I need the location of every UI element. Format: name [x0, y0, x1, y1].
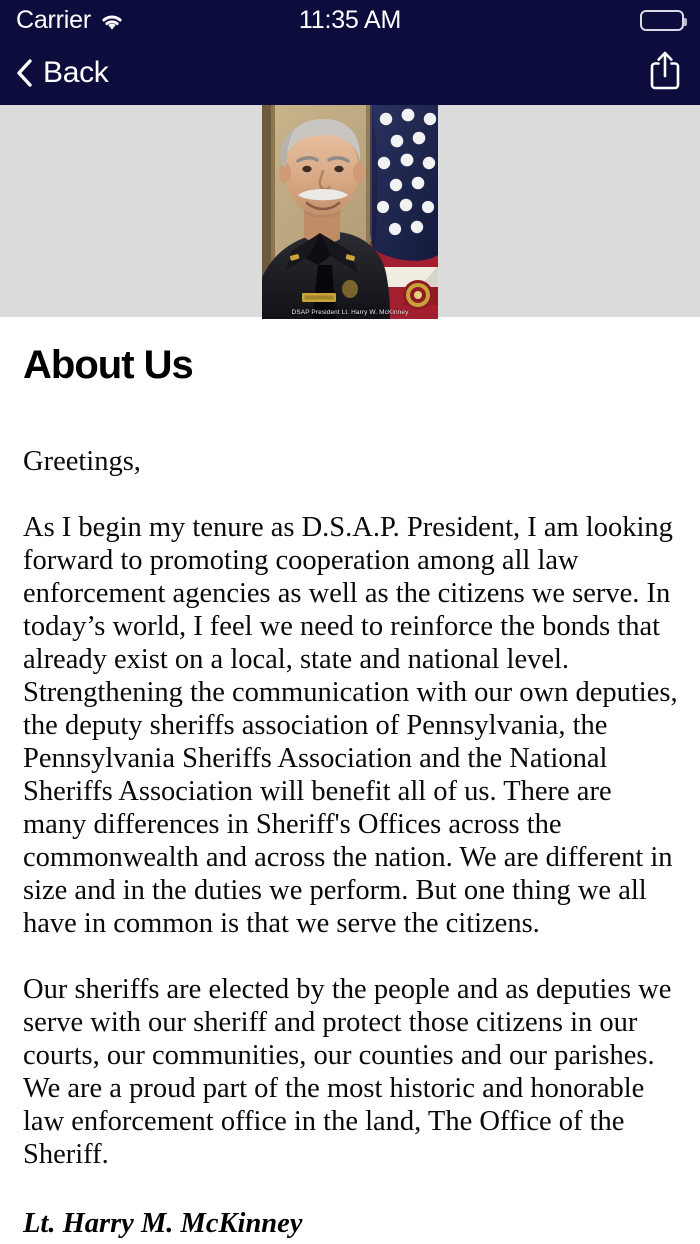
clock-label: 11:35 AM: [298, 5, 402, 34]
status-bar-right: [640, 10, 684, 31]
chevron-left-icon: [16, 58, 34, 88]
article-content: [0, 343, 700, 1240]
status-bar-left: [16, 6, 125, 35]
page-title: About Us: [23, 343, 193, 387]
greeting-text: Greetings,: [23, 446, 141, 477]
battery-full-icon: [640, 10, 684, 31]
signature-name: Lt. Harry M. McKinney: [23, 1208, 303, 1239]
president-photo: [262, 105, 438, 319]
back-label: Back: [43, 55, 109, 89]
paragraph-2: Our sheriffs are elected by the people and as deputies we serve with our sheriff and protect those citizens in our courts, our communities, our counties and our parishes. We are a proud part of the most historic and honorable law enforcement office in the land, The Office of the Sheriff.: [23, 974, 672, 1170]
wifi-icon: [99, 12, 125, 32]
carrier-label: Carrier: [16, 5, 91, 34]
status-bar: [0, 0, 700, 40]
back-button[interactable]: [16, 56, 109, 90]
battery-cap: [684, 18, 687, 26]
navigation-bar: [0, 40, 700, 105]
share-icon: [648, 49, 682, 96]
share-button[interactable]: [648, 52, 682, 94]
hero-image-area: [0, 105, 700, 317]
photo-caption: DSAP President Lt. Harry W. McKinney: [291, 309, 409, 316]
paragraph-1: As I begin my tenure as D.S.A.P. President, I am looking forward to promoting cooperation among all law enforcement agencies as well as the citizens we serve. In today’s world, I feel we need to reinforce the bonds that already exist on a local, state and national level. Strengthening the communication with our own deputies, the deputy sheriffs association of Pennsylvania, the Pennsylvania Sheriffs Association and the National Sheriffs Association will benefit all of us. There are many differences in Sheriff's Offices across the commonwealth and across the nation. We are different in size and in the duties we perform. But one thing we all have in common is that we serve the citizens.: [23, 512, 678, 939]
